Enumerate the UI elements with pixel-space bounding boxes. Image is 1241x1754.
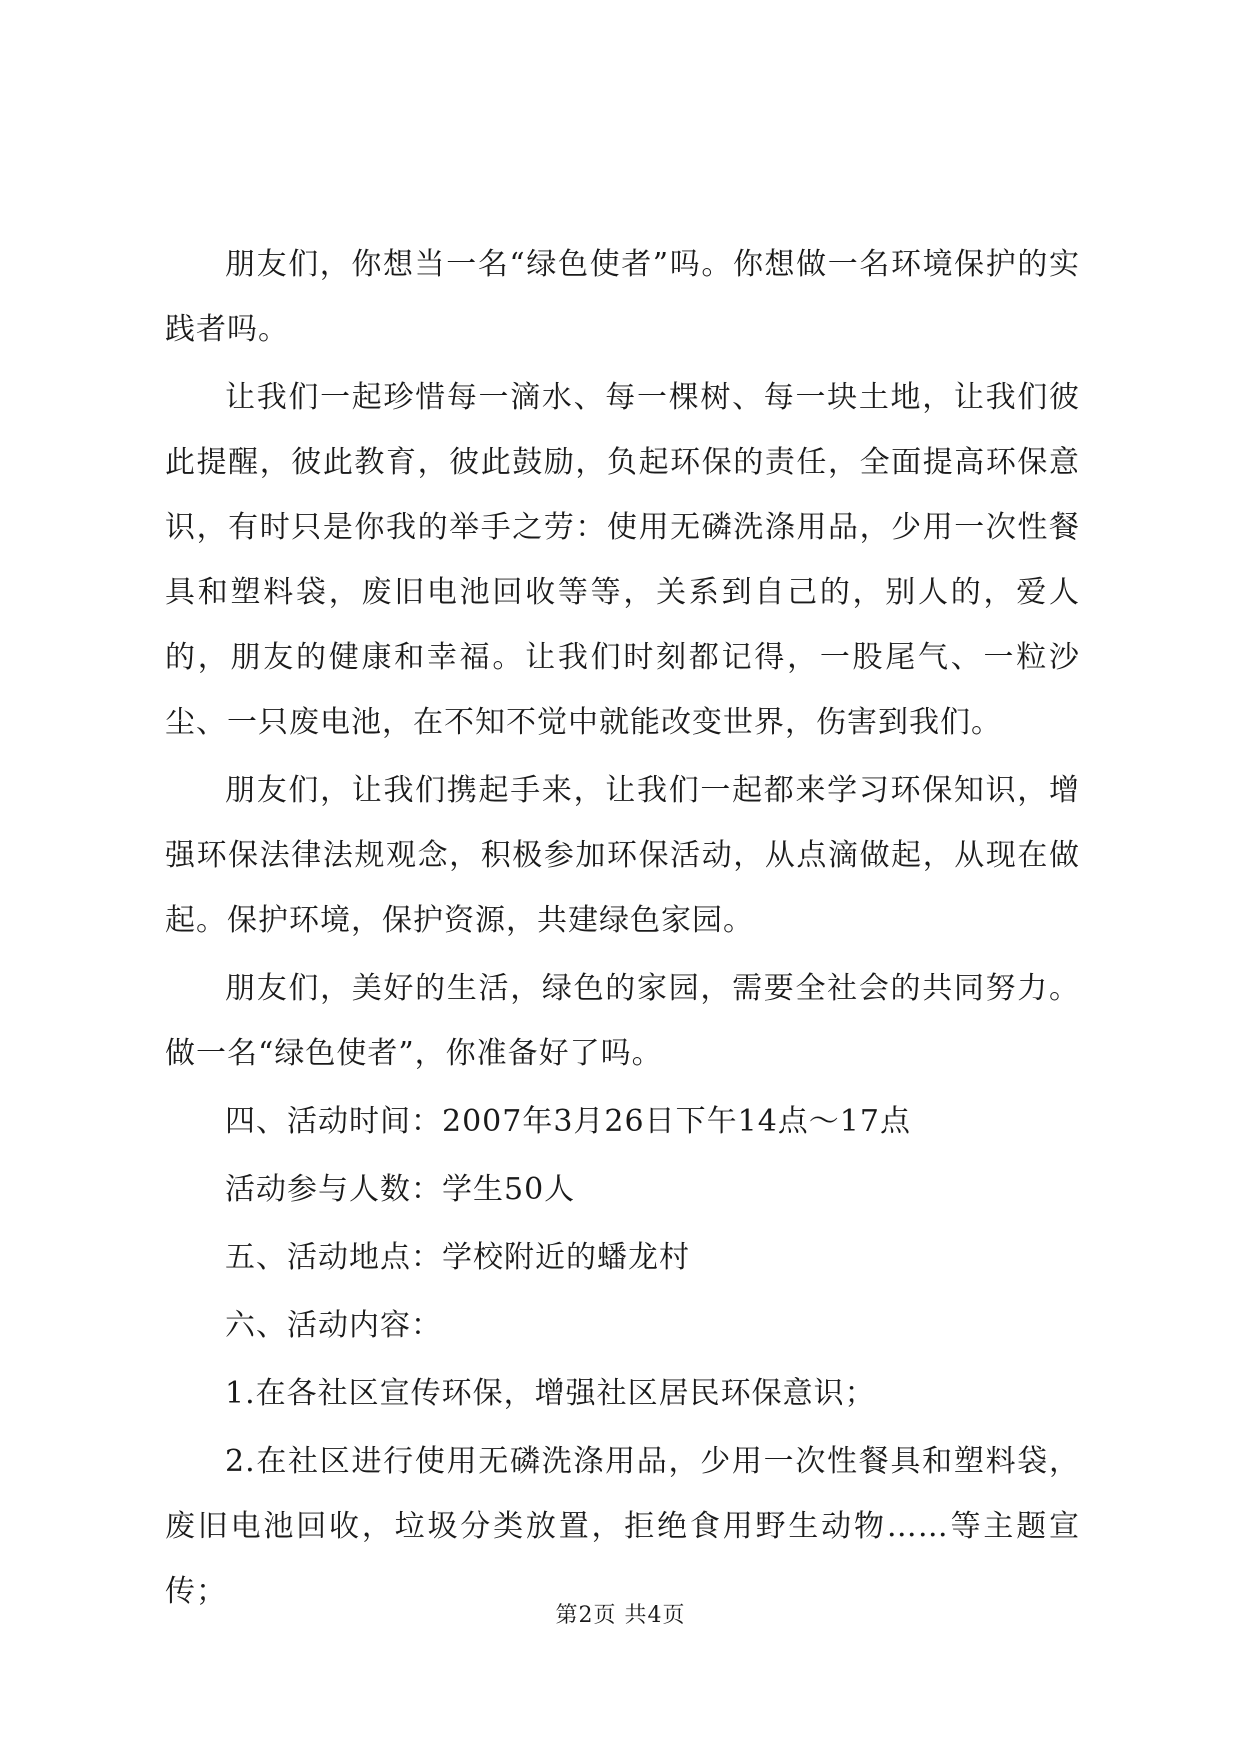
paragraph-content-item-2: 2.在社区进行使用无磷洗涤用品，少用一次性餐具和塑料袋，废旧电池回收，垃圾分类放置，拒绝食用野生动物……等主题宣传； [165, 1444, 1080, 1609]
paragraph-activity-location: 五、活动地点：学校附近的蟠龙村 [225, 1240, 690, 1275]
paragraph-participants: 活动参与人数：学生50人 [225, 1172, 576, 1207]
paragraph-activity-time: 四、活动时间：2007年3月26日下午14点～17点 [225, 1104, 911, 1139]
document-body [165, 232, 1080, 1627]
paragraph-green-envoy-question: 朋友们，你想当一名“绿色使者”吗。你想做一名环境保护的实践者吗。 [165, 247, 1080, 347]
paragraph-activity-content-heading: 六、活动内容： [225, 1308, 442, 1343]
paragraph-beautiful-life: 朋友们，美好的生活，绿色的家园，需要全社会的共同努力。做一名“绿色使者”，你准备好了吗。 [165, 971, 1080, 1071]
page-footer [0, 1598, 1241, 1629]
paragraph-content-item-1: 1.在各社区宣传环保，增强社区居民环保意识； [225, 1376, 876, 1411]
paragraph-join-hands: 朋友们，让我们携起手来，让我们一起都来学习环保知识，增强环保法律法规观念，积极参加环保活动，从点滴做起，从现在做起。保护环境，保护资源，共建绿色家园。 [165, 773, 1080, 938]
page-number-label: 第2页 共4页 [555, 1603, 686, 1628]
paragraph-cherish-resources: 让我们一起珍惜每一滴水、每一棵树、每一块土地，让我们彼此提醒，彼此教育，彼此鼓励，负起环保的责任，全面提高环保意识，有时只是你我的举手之劳：使用无磷洗涤用品，少用一次性餐具和塑料袋，废旧电池回收等等，关系到自己的，别人的，爱人的，朋友的健康和幸福。让我们时刻都记得，一股尾气、一粒沙尘、一只废电池，在不知不觉中就能改变世界，伤害到我们。 [165, 380, 1080, 740]
